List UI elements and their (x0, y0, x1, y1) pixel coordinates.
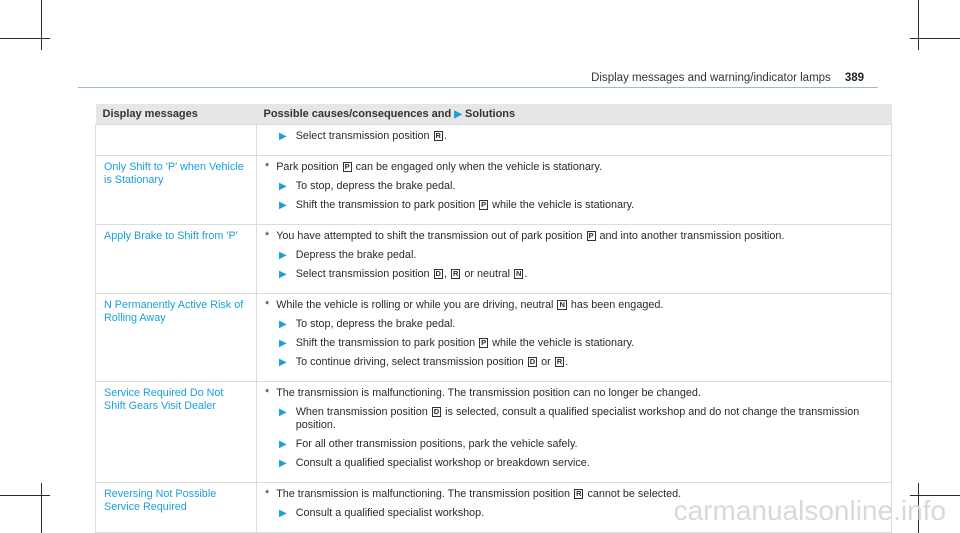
text-segment: Depress the brake pedal. (295, 249, 417, 261)
cause-line: * The transmission is malfunctioning. The transmission position R cannot be selected. (265, 488, 682, 500)
triangle-right-icon: ▶ (279, 131, 287, 142)
message-cell: N Permanently Active Risk of Rolling Away (96, 294, 257, 382)
table-row (96, 294, 892, 382)
text-segment: The transmission is malfunctioning. The transmission position can no longer be changed. (276, 387, 701, 399)
triangle-right-icon: ▶ (279, 269, 287, 280)
solution-step (279, 318, 883, 331)
cause-line: * You have attempted to shift the transmission out of park position P and into another transmission position. (265, 230, 785, 242)
column-header-message: Display messages (96, 104, 257, 125)
gear-position-symbol: R (576, 489, 582, 498)
crop-mark (41, 483, 42, 533)
text-segment: Shift the transmission to park position (295, 337, 479, 349)
text-segment: Select transmission position (295, 268, 433, 280)
text-segment: While the vehicle is rolling or while you are driving, neutral (276, 299, 557, 311)
text-segment: Consult a qualified specialist workshop or breakdown service. (295, 457, 590, 469)
text-segment: or neutral (461, 268, 513, 280)
gear-position-symbol: D (433, 407, 440, 416)
text-segment: can be engaged only when the vehicle is stationary. (352, 161, 603, 173)
text-segment: has been engaged. (567, 299, 664, 311)
text-segment: and into another transmission position. (596, 230, 785, 242)
text-segment: You have attempted to shift the transmission out of park position (276, 230, 586, 242)
table-row (96, 225, 892, 294)
solution-step (279, 438, 883, 451)
text-segment: or (538, 356, 554, 368)
solution-step (279, 180, 883, 193)
gear-position-symbol: R (452, 269, 459, 278)
triangle-right-icon: ▶ (279, 357, 287, 368)
cause-line: * Park position P can be engaged only when the vehicle is stationary. (265, 161, 603, 173)
table-header-row (96, 104, 892, 125)
text-segment: The transmission is malfunctioning. The transmission position (276, 488, 574, 500)
gear-position-symbol: P (588, 231, 594, 240)
triangle-right-icon: ▶ (279, 458, 287, 469)
message-cell: Service Required Do Not Shift Gears Visit Dealer (96, 382, 257, 483)
solution-step (279, 337, 883, 350)
gear-position-symbol: P (344, 162, 350, 171)
text-segment: Consult a qualified specialist workshop. (295, 507, 485, 519)
gear-position-symbol: N (516, 269, 522, 278)
text-segment: . (565, 356, 569, 368)
message-cell: Only Shift to 'P' when Vehicle is Stationary (96, 156, 257, 225)
text-segment: To continue driving, select transmission position (295, 356, 527, 368)
solution-step (279, 199, 883, 212)
solution-step (279, 249, 883, 262)
triangle-right-icon: ▶ (279, 319, 287, 330)
crop-mark (0, 38, 50, 39)
text-segment: , (443, 268, 450, 280)
text-segment: . (443, 130, 447, 142)
triangle-right-icon: ▶ (279, 200, 287, 211)
solution-step (279, 457, 883, 470)
solutions-cell (257, 125, 892, 156)
solution-step (279, 406, 883, 432)
triangle-right-icon: ▶ (279, 439, 287, 450)
text-segment: while the vehicle is stationary. (489, 337, 635, 349)
table-row (96, 125, 892, 156)
triangle-right-icon: ▶ (279, 250, 287, 261)
section-title: Display messages and warning/indicator lamps (591, 72, 831, 84)
solution-step (279, 356, 883, 369)
gear-position-symbol: P (481, 200, 487, 209)
triangle-right-icon: ▶ (279, 407, 287, 418)
message-cell: Apply Brake to Shift from 'P' (96, 225, 257, 294)
text-segment: Select transmission position (295, 130, 433, 142)
display-messages-table (95, 104, 892, 533)
solution-step (279, 130, 883, 143)
gear-position-symbol: P (481, 338, 487, 347)
gear-position-symbol: N (559, 300, 565, 309)
page-header (591, 72, 864, 84)
watermark: carmanualsonline.info (673, 495, 946, 526)
cause-line: * While the vehicle is rolling or while you are driving, neutral N has been engaged. (265, 299, 664, 311)
crop-mark (918, 0, 919, 50)
text-segment: To stop, depress the brake pedal. (295, 180, 456, 192)
table-row (96, 382, 892, 483)
gear-position-symbol: R (435, 131, 441, 140)
solutions-cell (257, 225, 892, 294)
column-header-solutions: Possible causes/consequences and ▶ Solutions (257, 104, 892, 125)
triangle-right-icon: ▶ (279, 508, 287, 519)
message-cell (96, 125, 257, 156)
cause-line: * The transmission is malfunctioning. The transmission position can no longer be changed. (265, 387, 701, 399)
text-segment: cannot be selected. (584, 488, 682, 500)
crop-mark (0, 495, 50, 496)
header-rule (78, 87, 878, 88)
page-number: 389 (844, 72, 864, 84)
text-segment: Park position (276, 161, 342, 173)
text-segment: is selected, consult a qualified specialist workshop and do not change the transmission position. (295, 406, 860, 431)
solutions-cell (257, 382, 892, 483)
crop-mark (41, 0, 42, 50)
gear-position-symbol: D (435, 269, 441, 278)
triangle-right-icon: ▶ (279, 338, 287, 349)
text-segment: while the vehicle is stationary. (489, 199, 635, 211)
triangle-right-icon: ▶ (454, 108, 462, 120)
text-segment: . (524, 268, 528, 280)
gear-position-symbol: D (529, 357, 536, 366)
solution-step (279, 268, 883, 281)
text-segment: When transmission position (295, 406, 431, 418)
triangle-right-icon: ▶ (279, 181, 287, 192)
table-row (96, 156, 892, 225)
message-cell: Reversing Not Possible Service Required (96, 483, 257, 533)
solutions-cell (257, 156, 892, 225)
gear-position-symbol: R (556, 357, 563, 366)
text-segment: For all other transmission positions, park the vehicle safely. (295, 438, 578, 450)
text-segment: To stop, depress the brake pedal. (295, 318, 456, 330)
solutions-cell (257, 294, 892, 382)
text-segment: Shift the transmission to park position (295, 199, 479, 211)
